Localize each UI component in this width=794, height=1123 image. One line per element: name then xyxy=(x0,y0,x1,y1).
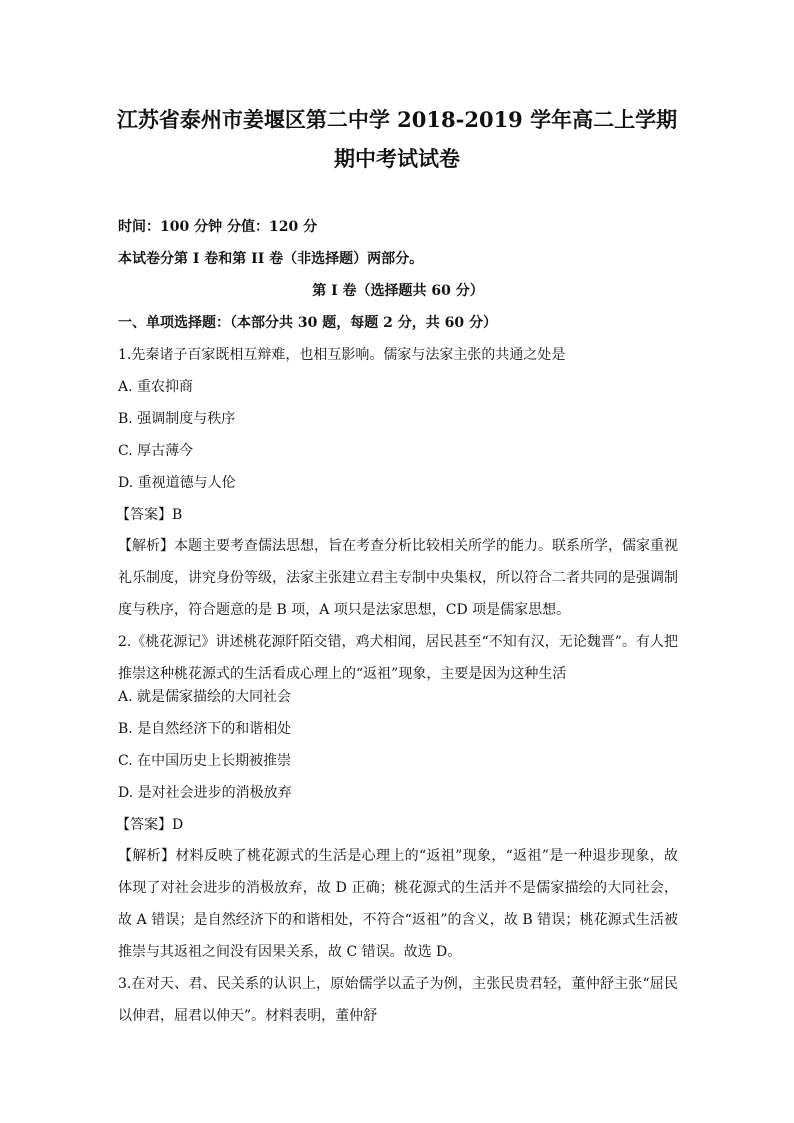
paper-structure-note: 本试卷分第 I 卷和第 II 卷（非选择题）两部分。 xyxy=(118,251,424,267)
question-1-option-c: C. 厚古薄今 xyxy=(118,443,194,459)
question-1-answer: 【答案】B xyxy=(116,507,183,523)
question-2-option-b: B. 是自然经济下的和谐相处 xyxy=(118,721,292,737)
question-1-option-b: B. 强调制度与秩序 xyxy=(118,411,236,427)
time-score-info: 时间：100 分钟 分值：120 分 xyxy=(118,219,318,235)
question-2-option-d: D. 是对社会进步的消极放弃 xyxy=(118,785,292,801)
question-3-stem: 3.在对天、君、民关系的认识上，原始儒学以孟子为例，主张民贵君轻，董仲舒主张“屈民以伸君，屈君以伸天”。材料表明，董仲舒 xyxy=(118,976,678,1024)
question-1-option-a: A. 重农抑商 xyxy=(118,379,194,395)
question-1-stem: 1.先秦诸子百家既相互辩难，也相互影响。儒家与法家主张的共通之处是 xyxy=(118,347,566,363)
question-2-option-c: C. 在中国历史上长期被推崇 xyxy=(118,753,292,769)
question-2-answer: 【答案】D xyxy=(116,817,184,833)
question-1-analysis: 【解析】本题主要考查儒法思想，旨在考查分析比较相关所学的能力。联系所学，儒家重视礼乐制度，讲究身份等级，法家主张建立君主专制中央集权，所以符合二者共同的是强调制度与秩序，符合题意的是 B 项，A 项只是法家思想，CD 项是儒家思想。 xyxy=(118,538,678,618)
question-1-option-d: D. 重视道德与人伦 xyxy=(118,475,236,491)
document-title-line-2: 期中考试试卷 xyxy=(334,146,460,171)
part-title: 一、单项选择题：（本部分共 30 题，每题 2 分，共 60 分） xyxy=(118,315,497,331)
document-title-line-1: 江苏省泰州市姜堰区第二中学 2018-2019 学年高二上学期 xyxy=(116,107,678,132)
question-2-option-a: A. 就是儒家描绘的大同社会 xyxy=(118,689,292,705)
section-heading: 第 I 卷（选择题共 60 分） xyxy=(312,283,484,299)
question-2-stem: 2.《桃花源记》讲述桃花源阡陌交错，鸡犬相闻，居民甚至“不知有汉，无论魏晋”。有人把推崇这种桃花源式的生活看成心理上的“返祖”现象，主要是因为这种生活 xyxy=(118,634,678,682)
question-2-analysis: 【解析】材料反映了桃花源式的生活是心理上的“返祖”现象，“返祖”是一种退步现象，故体现了对社会进步的消极放弃，故 D 正确；桃花源式的生活并不是儒家描绘的大同社会，故 A 错误；是自然经济下的和谐相处，不符合“返祖”的含义，故 B 错误；桃花源式生活被推崇与其返祖之间没有因果关系，故 C 错误。故选 D。 xyxy=(118,848,678,960)
